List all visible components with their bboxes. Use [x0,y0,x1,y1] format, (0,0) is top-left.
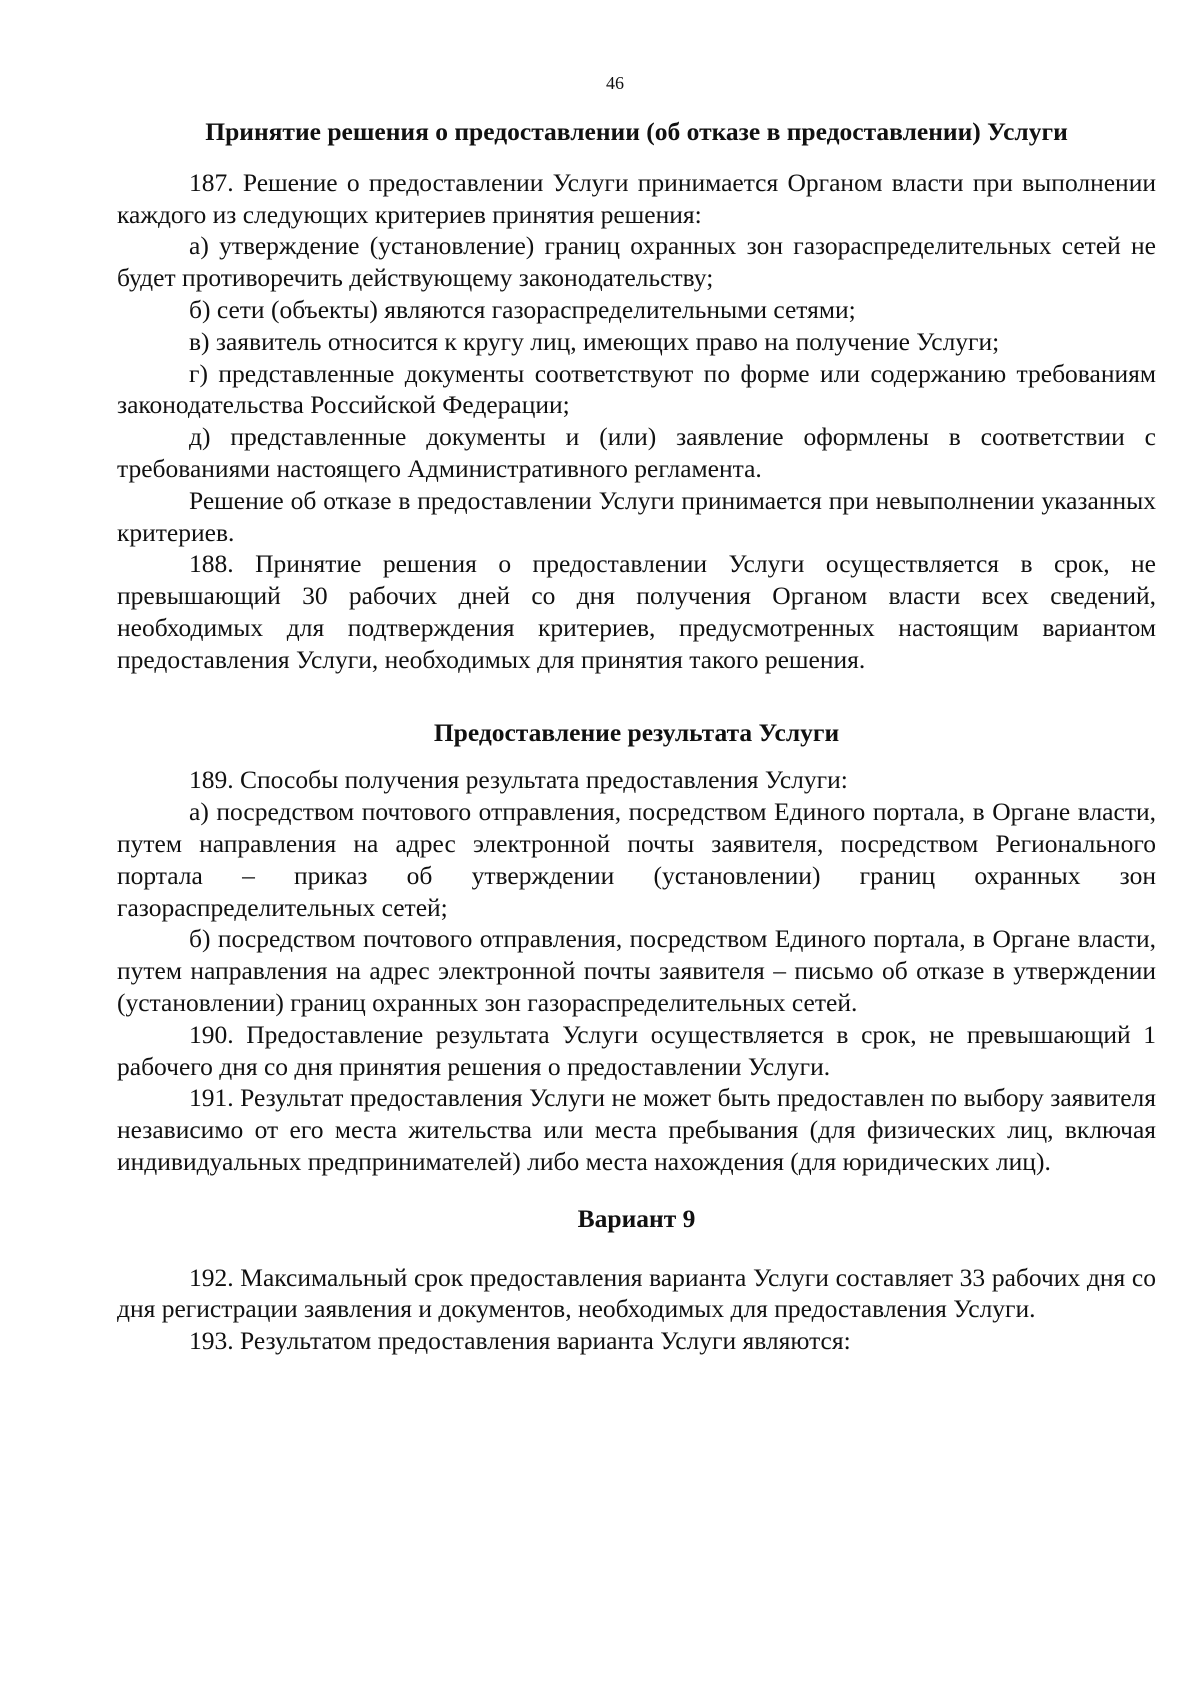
paragraph-187-b: б) сети (объекты) являются газораспределительными сетями; [189,294,856,324]
paragraph-189-b: б) посредством почтового отправления, посредством Единого портала, в Органе власти, путем направления на адрес электронной почты заявителя – письмо об отказе в утверждении (установлении) границ охранных зон газораспределительных сетей. [117,924,1156,1017]
paragraph-187-g: г) представленные документы соответствуют по форме или содержанию требованиям законодательства Российской Федерации; [117,358,1156,420]
page-number: 46 [606,73,624,93]
paragraph-refusal: Решение об отказе в предоставлении Услуги принимается при невыполнении указанных критериев. [117,485,1156,547]
paragraph-187-v: в) заявитель относится к кругу лиц, имеющих право на получение Услуги; [189,326,1000,356]
paragraph-189: 189. Способы получения результата предоставления Услуги: [189,765,848,795]
paragraph-188: 188. Принятие решения о предоставлении Услуги осуществляется в срок, не превышающий 30 рабочих дней со дня получения Органом власти всех сведений, необходимых для подтверждения критериев, предусмотренных настоящим вариантом предоставления Услуги, необходимых для принятия такого решения. [117,549,1156,674]
paragraph-193: 193. Результатом предоставления варианта Услуги являются: [189,1326,851,1356]
paragraph-189-a: а) посредством почтового отправления, посредством Единого портала, в Органе власти, путем направления на адрес электронной почты заявителя, посредством Регионального портала – приказ об утверждении (установлении) границ охранных зон газораспределительных сетей; [117,797,1156,922]
paragraph-190: 190. Предоставление результата Услуги осуществляется в срок, не превышающий 1 рабочего дня со дня принятия решения о предоставлении Услуги. [117,1019,1156,1081]
document-body [117,116,1156,1357]
paragraph-187-a: а) утверждение (установление) границ охранных зон газораспределительных сетей не будет противоречить действующему законодательству; [117,231,1156,293]
paragraph-187: 187. Решение о предоставлении Услуги принимается Органом власти при выполнении каждого из следующих критериев принятия решения: [117,167,1156,229]
paragraph-187-d: д) представленные документы и (или) заявление оформлены в соответствии с требованиями настоящего Административного регламента. [117,422,1156,483]
section-heading-result: Предоставление результата Услуги [433,717,840,747]
paragraph-192: 192. Максимальный срок предоставления варианта Услуги составляет 33 рабочих дня со дня регистрации заявления и документов, необходимых для предоставления Услуги. [117,1262,1156,1324]
section-heading-decision: Принятие решения о предоставлении (об отказе в предоставлении) Услуги [205,117,1068,146]
section-heading-variant-9: Вариант 9 [577,1203,696,1233]
paragraph-191: 191. Результат предоставления Услуги не может быть предоставлен по выбору заявителя независимо от его места жительства или места пребывания (для физических лиц, включая индивидуальных предпринимателей) либо места нахождения (для юридических лиц). [117,1083,1156,1176]
